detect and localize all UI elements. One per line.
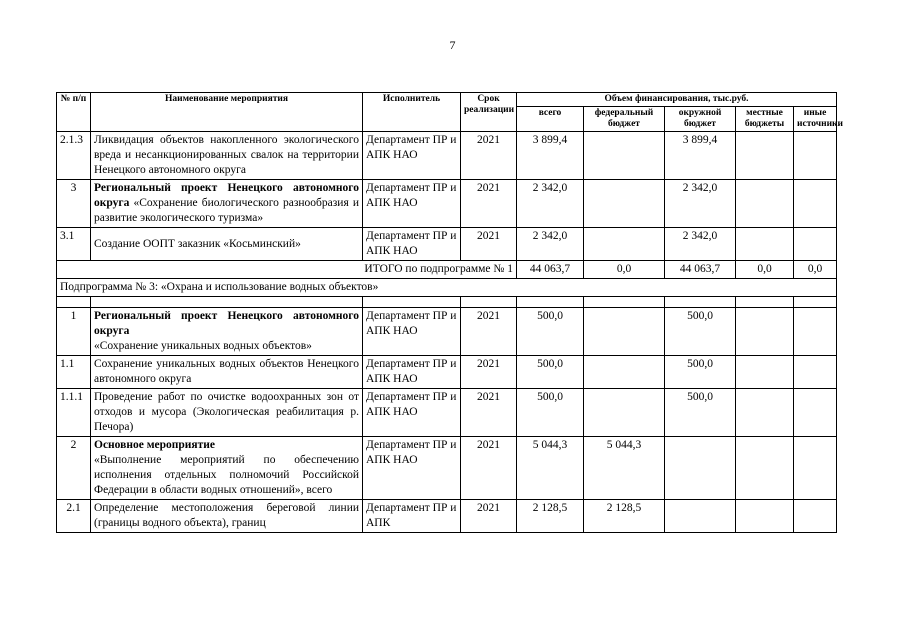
row-total: 500,0 — [517, 389, 584, 437]
row-executor: Департамент ПР и АПК НАО — [363, 389, 461, 437]
row-name — [91, 308, 363, 356]
itogo-local: 0,0 — [736, 261, 794, 279]
row-name-bold: Основное мероприятие — [94, 439, 216, 451]
row-total: 2 342,0 — [517, 180, 584, 228]
row-name-bold: Региональный проект Ненецкого автономного округа — [94, 310, 359, 337]
row-district — [665, 437, 736, 500]
spacer-row — [57, 297, 837, 308]
row-executor: Департамент ПР и АПК НАО — [363, 228, 461, 261]
row-num: 1.1 — [57, 356, 91, 389]
subprogram-title: Подпрограмма № 3: «Охрана и использование водных объектов» — [57, 279, 837, 297]
table-row — [57, 389, 837, 437]
row-num: 3.1 — [57, 228, 91, 261]
row-local — [736, 228, 794, 261]
row-federal: 2 128,5 — [584, 500, 665, 533]
row-district: 500,0 — [665, 356, 736, 389]
itogo-other: 0,0 — [794, 261, 837, 279]
row-other — [794, 308, 837, 356]
row-num: 1.1.1 — [57, 389, 91, 437]
itogo-label: ИТОГО по подпрограмме № 1 — [57, 261, 517, 279]
row-name-rest: «Сохранение уникальных водных объектов» — [94, 340, 312, 352]
col-local-header: местные бюджеты — [736, 107, 794, 132]
row-num: 2.1 — [57, 500, 91, 533]
page-number: 7 — [449, 38, 456, 52]
row-term: 2021 — [461, 356, 517, 389]
row-num: 3 — [57, 180, 91, 228]
row-name — [91, 180, 363, 228]
row-executor: Департамент ПР и АПК НАО — [363, 308, 461, 356]
row-name-rest: «Сохранение биологического разнообразия и развитие экологического туризма» — [94, 197, 359, 224]
col-total-header: всего — [517, 107, 584, 132]
row-name: Создание ООПТ заказник «Косьминский» — [91, 228, 363, 261]
col-executor-header: Исполнитель — [363, 93, 461, 132]
itogo-total: 44 063,7 — [517, 261, 584, 279]
row-total: 2 342,0 — [517, 228, 584, 261]
row-term: 2021 — [461, 180, 517, 228]
row-district — [665, 500, 736, 533]
table-row — [57, 228, 837, 261]
row-name-rest: «Выполнение мероприятий по обеспечению исполнения отдельных полномочий Российской Федерации в области водных отношений», всего — [94, 454, 359, 496]
row-executor: Департамент ПР и АПК НАО — [363, 356, 461, 389]
row-executor: Департамент ПР и АПК — [363, 500, 461, 533]
row-district: 500,0 — [665, 308, 736, 356]
row-term: 2021 — [461, 389, 517, 437]
row-executor: Департамент ПР и АПК НАО — [363, 180, 461, 228]
row-name-bold: Региональный проект Ненецкого автономного округа — [94, 182, 359, 209]
itogo-row — [57, 261, 837, 279]
row-executor: Департамент ПР и АПК НАО — [363, 132, 461, 180]
row-federal — [584, 228, 665, 261]
row-term: 2021 — [461, 437, 517, 500]
col-other-header: иные источники — [794, 107, 837, 132]
row-other — [794, 437, 837, 500]
row-district: 2 342,0 — [665, 180, 736, 228]
itogo-district: 44 063,7 — [665, 261, 736, 279]
table-row — [57, 437, 837, 500]
row-num: 2 — [57, 437, 91, 500]
col-term-header: Срок реализации — [461, 93, 517, 132]
row-federal — [584, 308, 665, 356]
row-name — [91, 437, 363, 500]
col-funding-header: Объем финансирования, тыс.руб. — [517, 93, 837, 107]
row-district: 3 899,4 — [665, 132, 736, 180]
row-federal — [584, 356, 665, 389]
row-num: 1 — [57, 308, 91, 356]
subprogram-row — [57, 279, 837, 297]
row-total: 2 128,5 — [517, 500, 584, 533]
row-other — [794, 356, 837, 389]
row-name: Ликвидация объектов накопленного экологического вреда и несанкционированных свалок на территории Ненецкого автономного округа — [91, 132, 363, 180]
row-local — [736, 437, 794, 500]
row-total: 5 044,3 — [517, 437, 584, 500]
table-row — [57, 356, 837, 389]
row-total: 3 899,4 — [517, 132, 584, 180]
row-local — [736, 500, 794, 533]
col-federal-header: федеральный бюджет — [584, 107, 665, 132]
row-local — [736, 132, 794, 180]
col-name-header: Наименование мероприятия — [91, 93, 363, 132]
row-other — [794, 389, 837, 437]
row-other — [794, 500, 837, 533]
col-district-header: окружной бюджет — [665, 107, 736, 132]
row-other — [794, 132, 837, 180]
row-local — [736, 356, 794, 389]
row-total: 500,0 — [517, 356, 584, 389]
itogo-federal: 0,0 — [584, 261, 665, 279]
row-name: Определение местоположения береговой линии (границы водного объекта), границ — [91, 500, 363, 533]
row-district: 500,0 — [665, 389, 736, 437]
row-federal — [584, 180, 665, 228]
row-local — [736, 389, 794, 437]
row-federal: 5 044,3 — [584, 437, 665, 500]
row-other — [794, 228, 837, 261]
row-term: 2021 — [461, 228, 517, 261]
table-row — [57, 308, 837, 356]
row-num: 2.1.3 — [57, 132, 91, 180]
row-name: Сохранение уникальных водных объектов Ненецкого автономного округа — [91, 356, 363, 389]
funding-table — [56, 92, 843, 533]
row-executor: Департамент ПР и АПК НАО — [363, 437, 461, 500]
row-local — [736, 308, 794, 356]
row-federal — [584, 132, 665, 180]
row-term: 2021 — [461, 308, 517, 356]
table-row — [57, 180, 837, 228]
col-num-header: № п/п — [57, 93, 91, 132]
row-name: Проведение работ по очистке водоохранных зон от отходов и мусора (Экологическая реабилитация р. Печора) — [91, 389, 363, 437]
table-row — [57, 500, 837, 533]
row-federal — [584, 389, 665, 437]
header-row-1 — [57, 93, 837, 107]
row-district: 2 342,0 — [665, 228, 736, 261]
row-term: 2021 — [461, 500, 517, 533]
table-row — [57, 132, 837, 180]
row-term: 2021 — [461, 132, 517, 180]
row-other — [794, 180, 837, 228]
row-local — [736, 180, 794, 228]
row-total: 500,0 — [517, 308, 584, 356]
